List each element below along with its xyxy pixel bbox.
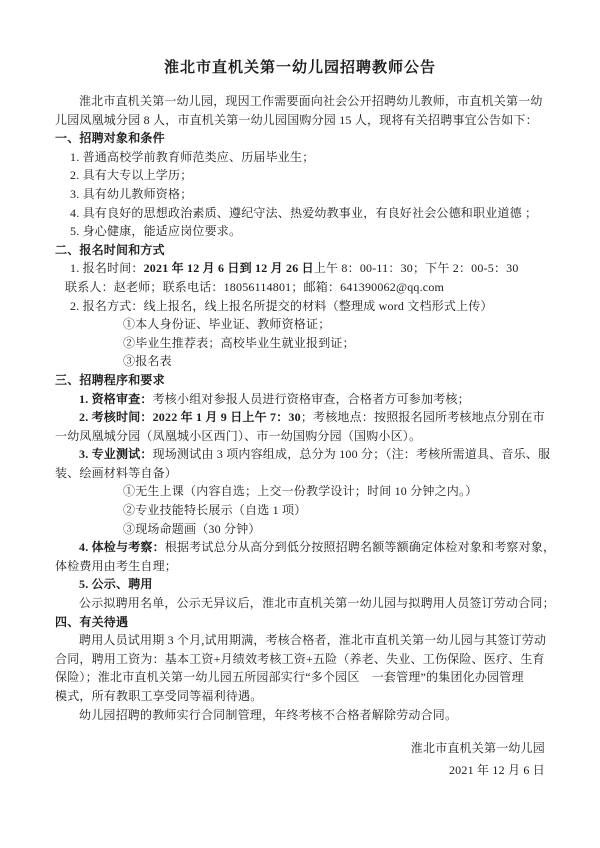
text-run: 公示拟聘用名单，公示无异议后，淮北市直机关第一幼儿园与拟聘用人员签订劳动合同； [79,596,555,611]
paragraph-line [55,650,545,669]
document-title: 淮北市直机关第一幼儿园招聘教师公告 [163,60,436,76]
text-run: 2. 具有大专以上学历； [70,168,193,183]
list-item [55,390,545,409]
text-run: 1. 报名时间： [70,261,144,276]
list-item [55,204,545,223]
signature-date: 2021 年 12 月 6 日 [448,763,545,778]
text-run: 考核小组对参报人员进行资格审查，合格者方可参加考核； [152,391,470,406]
text-run: 一幼凤凰城分园（凤凰城小区西门）、市一幼国购分园（国购小区）。 [55,428,422,443]
text-run: 四、有关待遇 [55,614,129,629]
paragraph-line [55,427,545,446]
text-run: ③报名表 [123,354,172,369]
list-item [55,408,545,427]
paragraph-line [55,631,545,650]
text-run: 2021 年 12 月 6 日到 12 月 26 日 [143,261,314,276]
section-heading [55,613,545,632]
list-item [55,185,545,204]
text-run: ②专业技能特长展示（自选 1 项） [123,503,307,518]
text-run: 上午 8：00-11：30；下午 2：00-5：30 [313,261,519,276]
text-run: ；考核地点：按照报名园所考核地点分别在市 [300,410,545,425]
text-run: 5. 公示、聘用 [79,577,153,592]
sub-list-item [55,520,545,539]
text-run: 5. 身心健康，能适应岗位要求。 [70,224,242,239]
text-run: 4. 体检与考察： [79,540,165,555]
text-run: 3. 专业测试： [79,447,153,462]
text-run: 儿园凤凰城分园 8 人，市直机关第一幼儿园国购分园 15 人，现将有关招聘事宜公告如下： [55,112,538,127]
list-item [55,166,545,185]
text-run: 1. 普通高校学前教育师范类应、历届毕业生； [70,149,315,164]
list-item [55,445,551,464]
text-run: 1. 资格审查： [79,391,153,406]
text-run: ③现场命题画（30 分钟） [123,521,261,536]
text-run: 联系人：赵老师；联系电话：18056114801；邮箱：641390062@qq.com [65,279,445,294]
paragraph-line [55,557,545,576]
paragraph-line [55,594,555,613]
section-heading [55,241,545,260]
list-item [55,222,545,241]
section-heading [55,371,545,390]
intro-paragraph-line [55,111,545,130]
text-run: 装、绘画材料等自备） [55,465,178,480]
signature-org: 淮北市直机关第一幼儿园 [410,741,545,756]
list-item [55,259,545,278]
sub-list-item [55,482,545,501]
text-run: 现场测试由 3 项内容组成，总分为 100 分；（注：考核所需道具、音乐、服 [152,447,551,462]
text-run: 2. 报名方式：线上报名，线上报名所提交的材料（整理成 word 文档形式上传） [70,298,493,313]
list-item [55,148,545,167]
sub-list-item [55,334,545,353]
paragraph-line [55,464,545,483]
text-run: 幼儿园招聘的教师实行合同制管理，年终考核不合格者解除劳动合同。 [79,707,458,722]
paragraph-line [55,668,545,687]
signature-block [55,737,545,781]
text-run: 三、招聘程序和要求 [55,372,165,387]
sub-list-item [55,315,545,334]
text-run: 体检费用由考生自理； [55,558,178,573]
text-run: 聘用人员试用期 3 个月,试用期满，考核合格者，淮北市直机关第一幼儿园与其签订劳动 [79,633,547,648]
intro-paragraph-line [55,92,545,111]
section-heading [55,129,545,148]
sub-list-item [55,501,545,520]
paragraph-line [55,706,545,725]
text-run: 合同，聘用工资为：基本工资+月绩效考核工资+五险（养老、失业、工伤保险、医疗、生育 [55,651,545,666]
sub-list-item [55,352,545,371]
text-run: ①本人身份证、毕业证、教师资格证； [123,317,331,332]
text-run: 模式，所有教职工享受同等福利待遇。 [55,689,263,703]
text-run: 一、招聘对象和条件 [55,131,165,146]
text-run: ①无生上课（内容自选；上交一份教学设计；时间 10 分钟之内。） [123,484,478,499]
text-run: 二、报名时间和方式 [55,242,165,257]
document-body [55,92,556,724]
text-run: 根据考试总分从高分到低分按照招聘名额等额确定体检对象和考察对象， [164,540,556,555]
list-item [55,575,545,594]
text-run: 3. 具有幼儿教师资格； [70,186,193,201]
text-run: 2. 考核时间：2022 年 1 月 9 日上午 7：30 [79,410,301,425]
contact-line [55,278,545,297]
text-run: 淮北市直机关第一幼儿园，现因工作需要面向社会公开招聘幼儿教师，市直机关第一幼 [79,94,543,108]
text-run: ②毕业生推荐表；高校毕业生就业报到证； [123,335,355,350]
text-run: 4. 具有良好的思想政治素质、遵纪守法、热爱幼教事业，有良好社会公德和职业道德 ； [70,205,538,220]
list-item [55,538,556,557]
text-run: 保险）；淮北市直机关第一幼儿园五所园部实行“多个园区 一套管理”的集团化办园管理 [55,670,524,685]
list-item [55,297,545,316]
paragraph-line [55,687,545,706]
